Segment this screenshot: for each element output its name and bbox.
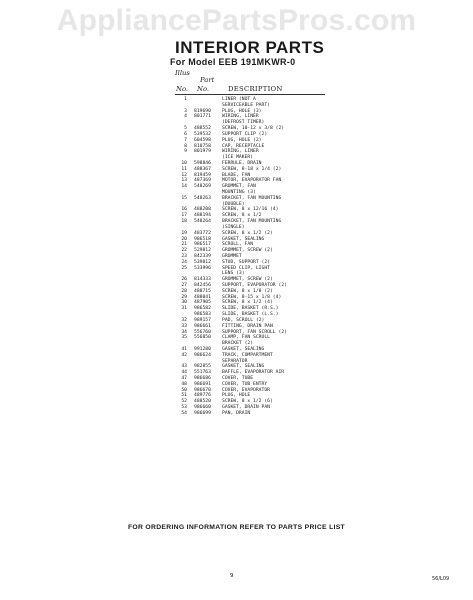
part-description: BRACKET, FAN MOUNTING bbox=[222, 219, 282, 225]
part-number: 488041 bbox=[194, 294, 211, 300]
part-number: 487905 bbox=[194, 300, 211, 306]
header-part: Part bbox=[200, 76, 215, 84]
illus-number: 32 bbox=[181, 317, 187, 323]
part-number: 539532 bbox=[194, 131, 211, 137]
part-description: SLIDE, BASKET (R.S.) bbox=[222, 306, 279, 312]
part-description: BLADE, FAN bbox=[222, 172, 251, 178]
part-description: SCREW, 8 x 1/2 bbox=[222, 213, 262, 219]
part-description: STUD, SUPPORT (2) bbox=[222, 259, 270, 265]
part-number: 986518 bbox=[194, 236, 211, 242]
illus-number: 41 bbox=[181, 346, 187, 352]
part-description: COVER, TUB ENTRY bbox=[222, 381, 268, 387]
part-description: FITTING, DRAIN PAN bbox=[222, 323, 273, 329]
illus-number: 31 bbox=[181, 306, 187, 312]
illus-number: 52 bbox=[181, 399, 187, 405]
part-description: BRACKET (2) bbox=[222, 341, 254, 347]
part-number: 548269 bbox=[194, 184, 211, 190]
part-description: GASKET, SEALING bbox=[222, 346, 265, 352]
illus-number: 20 bbox=[181, 236, 187, 242]
part-number: 483772 bbox=[194, 230, 211, 236]
part-description: PLUG, HOLE (3) bbox=[222, 108, 262, 114]
part-number: 539812 bbox=[194, 259, 211, 265]
illus-number: 54 bbox=[181, 410, 187, 416]
part-description: SERVICEABLE PART) bbox=[222, 102, 270, 108]
part-description: SCREW, 8 x 1/2 (4) bbox=[222, 300, 273, 306]
part-description: TRACK, COMPARTMENT bbox=[222, 352, 273, 358]
part-number: 529812 bbox=[194, 248, 211, 254]
part-description: SUPPORT, FAN SCROLL (2) bbox=[222, 329, 287, 335]
illus-number: 43 bbox=[181, 364, 187, 370]
part-number: 986582 bbox=[194, 306, 211, 312]
part-description: GASKET, SEALING bbox=[222, 236, 265, 242]
illus-number: 17 bbox=[181, 213, 187, 219]
part-description: SCREW, 8-18 x 1/4 (2) bbox=[222, 166, 282, 172]
illus-number: 16 bbox=[181, 207, 187, 213]
illus-number: 53 bbox=[181, 405, 187, 411]
illus-number: 6 bbox=[184, 131, 187, 137]
part-number: 489776 bbox=[194, 393, 211, 399]
illus-number: 44 bbox=[181, 370, 187, 376]
part-description: GASKET, DRAIN PAN bbox=[222, 405, 270, 411]
part-number: 548264 bbox=[194, 219, 211, 225]
part-number: 842339 bbox=[194, 253, 211, 259]
part-number: 986691 bbox=[194, 381, 211, 387]
part-number: 598846 bbox=[194, 160, 211, 166]
header-divider bbox=[175, 94, 325, 95]
part-number: 604598 bbox=[194, 137, 211, 143]
illus-number: 7 bbox=[184, 137, 187, 143]
part-number: 989157 bbox=[194, 317, 211, 323]
illus-number: 29 bbox=[181, 294, 187, 300]
part-number: 801771 bbox=[194, 114, 211, 120]
part-number: 487369 bbox=[194, 178, 211, 184]
part-description: GROMMET, SCREW (2) bbox=[222, 277, 273, 283]
model-subtitle: For Model EEB 191MKWR-0 bbox=[170, 57, 296, 67]
part-description: COVER, EVAPORATOR bbox=[222, 387, 270, 393]
illus-number: 23 bbox=[181, 253, 187, 259]
part-description: FERRULE, DRAIN bbox=[222, 160, 262, 166]
illus-number: 50 bbox=[181, 387, 187, 393]
illus-number: 22 bbox=[181, 248, 187, 254]
part-number: 488208 bbox=[194, 207, 211, 213]
part-description: WIRING, LINER bbox=[222, 114, 259, 120]
part-description: MOTOR, EVAPORATOR FAN bbox=[222, 178, 282, 184]
part-description: WIRING, LINER bbox=[222, 149, 259, 155]
illus-number: 21 bbox=[181, 242, 187, 248]
part-number: 819459 bbox=[194, 172, 211, 178]
document-code: 56/L09 bbox=[432, 576, 450, 582]
part-description: SCREW, 10-12 x 3/8 (2) bbox=[222, 126, 285, 132]
part-description: SUPPORT CLIP (2) bbox=[222, 131, 268, 137]
illus-number: 48 bbox=[181, 381, 187, 387]
part-number: 801979 bbox=[194, 149, 211, 155]
part-description: SCREW, 8 x 1/2 (6) bbox=[222, 399, 273, 405]
part-description: SCREW, 8 x 1/2 (2) bbox=[222, 230, 273, 236]
part-number: 488194 bbox=[194, 213, 211, 219]
part-description: SEPARATOR bbox=[222, 358, 248, 364]
part-description: PLUG, HOLE (2) bbox=[222, 137, 262, 143]
part-description: CLAMP, FAN SCROLL bbox=[222, 335, 270, 341]
parts-list bbox=[170, 97, 370, 417]
illus-number: 5 bbox=[184, 126, 187, 132]
part-number: 991280 bbox=[194, 346, 211, 352]
part-number: 986660 bbox=[194, 405, 211, 411]
part-number: 986699 bbox=[194, 410, 211, 416]
part-number: 556760 bbox=[194, 329, 211, 335]
part-number: 556850 bbox=[194, 335, 211, 341]
part-number: 488367 bbox=[194, 166, 211, 172]
header-illus: Illus bbox=[175, 69, 190, 77]
part-number: 533996 bbox=[194, 265, 211, 271]
part-number: 986686 bbox=[194, 376, 211, 381]
ordering-footer: FOR ORDERING INFORMATION REFER TO PARTS PRICE LIST bbox=[127, 524, 346, 531]
parts-list-row bbox=[170, 411, 370, 417]
header-description: DESCRIPTION bbox=[228, 85, 283, 93]
part-description: PAD, SCROLL (2) bbox=[222, 317, 265, 323]
illus-number: 28 bbox=[181, 288, 187, 294]
part-description: SCREW, 8-15 x 1/8 (4) bbox=[222, 294, 282, 300]
part-description: PLUG, HOLE bbox=[222, 393, 251, 399]
part-number: 986517 bbox=[194, 242, 211, 248]
illus-number: 25 bbox=[181, 265, 187, 271]
part-number: 982855 bbox=[194, 364, 211, 370]
illus-number: 13 bbox=[181, 178, 187, 184]
part-description: PAN, DRAIN bbox=[222, 410, 251, 416]
illus-number: 10 bbox=[181, 160, 187, 166]
illus-number: 42 bbox=[181, 352, 187, 358]
part-description: MOUNTING (3) bbox=[222, 190, 256, 195]
part-number: 548263 bbox=[194, 195, 211, 201]
illus-number: 18 bbox=[181, 219, 187, 225]
part-description: (DOUBLE) bbox=[222, 201, 245, 207]
illus-number: 47 bbox=[181, 376, 187, 381]
illus-number: 30 bbox=[181, 300, 187, 306]
part-description: GROMMET, FAN bbox=[222, 184, 256, 190]
part-description: BRACKET, FAN MOUNTING bbox=[222, 195, 282, 201]
part-description: SLIDE, BASKET (L.S.) bbox=[222, 312, 279, 318]
part-number: 488552 bbox=[194, 126, 211, 132]
part-number: 810758 bbox=[194, 143, 211, 149]
part-number: 842456 bbox=[194, 283, 211, 288]
page-title: INTERIOR PARTS bbox=[175, 38, 325, 57]
part-description: SPEED CLIP, LIGHT bbox=[222, 265, 270, 271]
illus-number: 4 bbox=[184, 114, 187, 120]
part-description: (ICE MAKER) bbox=[222, 155, 254, 161]
illus-number: 34 bbox=[181, 329, 187, 335]
part-number: 488520 bbox=[194, 399, 211, 405]
part-description: (DEFROST TIMER) bbox=[222, 120, 265, 126]
part-number: 551763 bbox=[194, 370, 211, 376]
part-description: GROMMET bbox=[222, 253, 242, 259]
part-number: 986670 bbox=[194, 387, 211, 393]
part-description: SUPPORT, EVAPORATOR (2) bbox=[222, 283, 287, 288]
illus-number: 35 bbox=[181, 335, 187, 341]
part-number: 986624 bbox=[194, 352, 211, 358]
illus-number: 12 bbox=[181, 172, 187, 178]
illus-number: 14 bbox=[181, 184, 187, 190]
part-description: LENS (3) bbox=[222, 271, 245, 277]
part-description: BAFFLE, EVAPORATOR AIR bbox=[222, 370, 285, 376]
illus-number: 8 bbox=[184, 143, 187, 149]
part-description: CAP, RECEPTACLE bbox=[222, 143, 265, 149]
part-description: SCREW, 8 x 12/16 (4) bbox=[222, 207, 279, 213]
part-number: 819690 bbox=[194, 108, 211, 114]
part-number: 986661 bbox=[194, 323, 211, 329]
illus-number: 33 bbox=[181, 323, 187, 329]
part-number: 986583 bbox=[194, 312, 211, 318]
part-description: SCREW, 8 x 1/8 (2) bbox=[222, 288, 273, 294]
header-part-no: No. bbox=[197, 85, 210, 93]
part-number: 488715 bbox=[194, 288, 211, 294]
illus-number: 3 bbox=[184, 108, 187, 114]
illus-number: 1 bbox=[184, 97, 187, 102]
illus-number: 9 bbox=[184, 149, 187, 155]
illus-number: 24 bbox=[181, 259, 187, 265]
part-description: SCROLL, FAN bbox=[222, 242, 254, 248]
part-description: GROMMET, SCREW (2) bbox=[222, 248, 273, 254]
watermark-logo: AppliancePartsPros.com bbox=[56, 4, 417, 37]
page-number: 9 bbox=[230, 573, 234, 579]
illus-number: 26 bbox=[181, 277, 187, 283]
illus-number: 11 bbox=[181, 166, 187, 172]
illus-number: 19 bbox=[181, 230, 187, 236]
illus-number: 51 bbox=[181, 393, 187, 399]
part-description: LINER (NOT A bbox=[222, 97, 256, 102]
part-description: GASKET, SEALING bbox=[222, 364, 265, 370]
illus-number: 15 bbox=[181, 195, 187, 201]
part-description: COVER, TUBE bbox=[222, 376, 254, 381]
part-description: (SINGLE) bbox=[222, 224, 245, 230]
header-illus-no: No. bbox=[176, 85, 189, 93]
illus-number: 27 bbox=[181, 283, 187, 288]
part-number: 814333 bbox=[194, 277, 211, 283]
